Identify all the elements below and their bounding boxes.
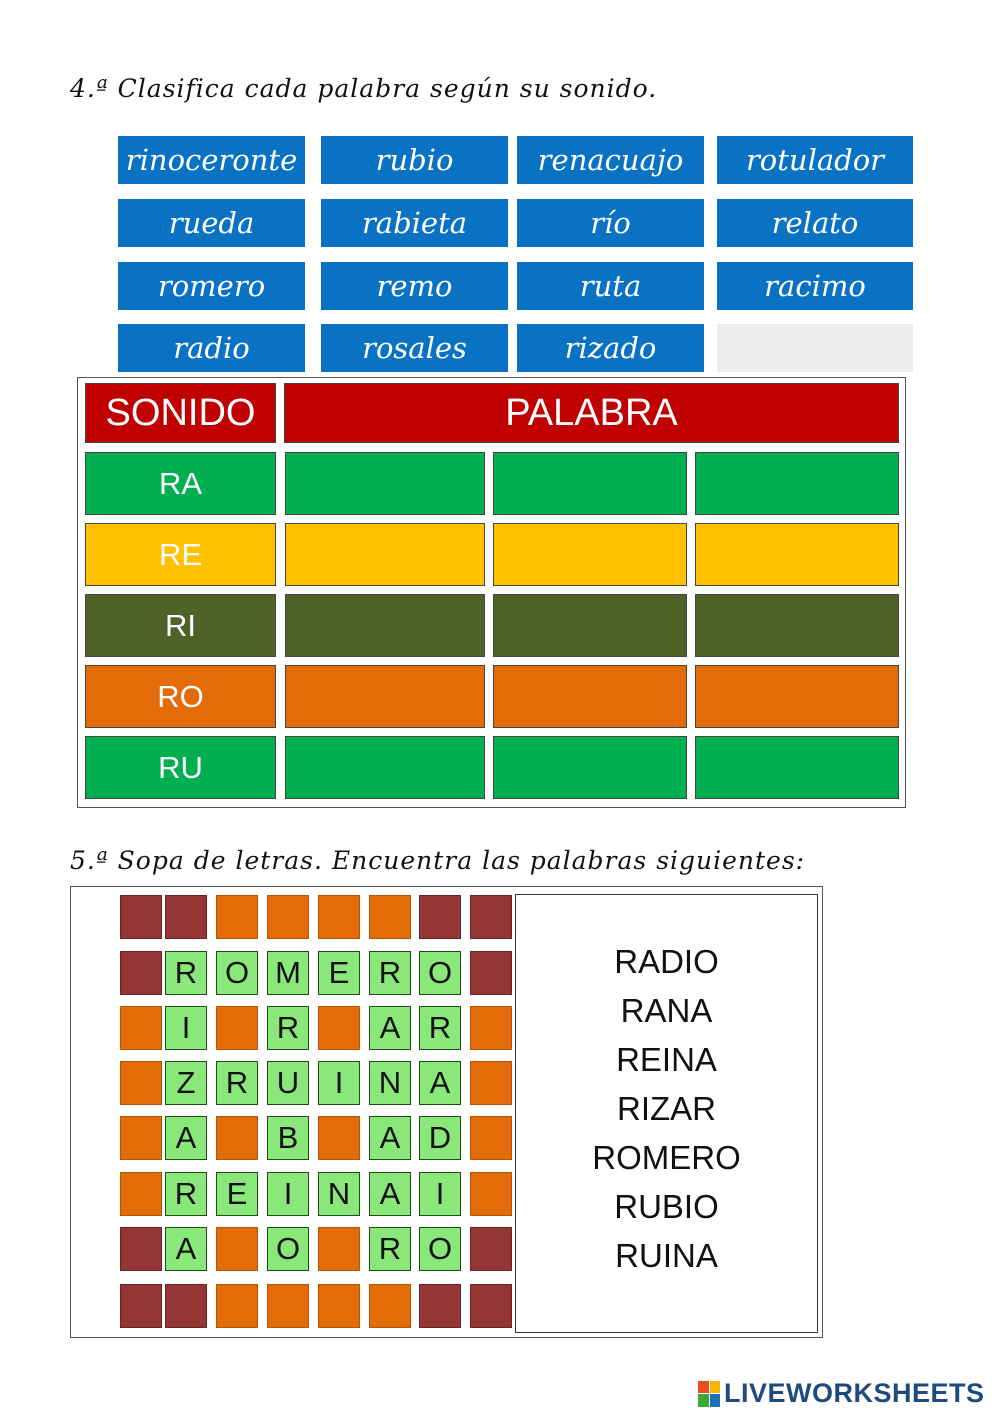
drop-cell[interactable] [493,594,687,657]
filler-square [216,895,258,939]
filler-square [318,1227,360,1271]
word-tile[interactable]: rosales [321,324,508,372]
filler-square [318,1116,360,1160]
header-word: PALABRA [284,383,899,443]
sound-cell: RO [85,665,276,728]
letter-cell[interactable]: B [267,1116,309,1160]
filler-square [470,1061,512,1105]
word-list-item: RADIO [614,943,719,980]
drop-cell[interactable] [285,452,485,515]
exercise-5-title: 5.ª Sopa de letras. Encuentra las palabras siguientes: [70,846,806,875]
word-tile[interactable]: río [517,199,704,247]
drop-cell[interactable] [493,452,687,515]
word-list-item: RIZAR [617,1090,716,1127]
filler-square [369,895,411,939]
drop-cell[interactable] [285,594,485,657]
letter-cell[interactable]: A [165,1227,207,1271]
letter-cell[interactable]: R [419,1006,461,1050]
word-tile[interactable]: ruta [517,262,704,310]
filler-square [470,1006,512,1050]
word-list-item: RANA [620,992,713,1029]
word-list-box [515,894,818,1333]
letter-cell[interactable]: R [369,1227,411,1271]
word-tile[interactable]: rueda [118,199,305,247]
letter-cell[interactable]: O [419,1227,461,1271]
word-tile[interactable]: rizado [517,324,704,372]
sound-cell: RI [85,594,276,657]
letter-cell[interactable]: R [267,1006,309,1050]
filler-square [470,1116,512,1160]
letter-cell[interactable]: O [267,1227,309,1271]
drop-cell[interactable] [695,452,899,515]
border-square [470,951,512,995]
letter-cell[interactable]: A [369,1172,411,1216]
letter-cell[interactable]: I [165,1006,207,1050]
letter-cell[interactable]: M [267,951,309,995]
border-square [470,1284,512,1328]
word-tile[interactable]: renacuajo [517,136,704,184]
letter-cell[interactable]: R [165,951,207,995]
sound-cell: RA [85,452,276,515]
word-tile[interactable]: rotulador [717,136,913,184]
filler-square [216,1284,258,1328]
letter-cell[interactable]: A [419,1061,461,1105]
drop-cell[interactable] [695,736,899,799]
drop-cell[interactable] [493,736,687,799]
letter-cell[interactable]: I [419,1172,461,1216]
logo-text: LIVEWORKSHEETS [724,1378,985,1408]
border-square [120,895,162,939]
word-tile[interactable]: remo [321,262,508,310]
word-list-item: RUBIO [614,1188,719,1225]
letter-cell[interactable]: R [216,1061,258,1105]
filler-square [369,1284,411,1328]
letter-cell[interactable]: E [318,951,360,995]
word-tile[interactable]: relato [717,199,913,247]
letter-cell[interactable]: A [369,1116,411,1160]
letter-cell[interactable]: R [165,1172,207,1216]
filler-square [267,895,309,939]
filler-square [120,1061,162,1105]
letter-cell[interactable]: D [419,1116,461,1160]
filler-square [120,1116,162,1160]
word-tile[interactable]: rubio [321,136,508,184]
filler-square [216,1116,258,1160]
drop-cell[interactable] [493,523,687,586]
letter-cell[interactable]: I [267,1172,309,1216]
border-square [419,895,461,939]
filler-square [267,1284,309,1328]
liveworksheets-logo [698,1378,985,1409]
drop-cell[interactable] [695,523,899,586]
letter-cell[interactable]: U [267,1061,309,1105]
letter-cell[interactable]: N [318,1172,360,1216]
word-tile[interactable]: racimo [717,262,913,310]
letter-cell[interactable]: I [318,1061,360,1105]
letter-cell[interactable]: Z [165,1061,207,1105]
word-list-item: RUINA [615,1237,718,1274]
exercise-4-title: 4.ª Clasifica cada palabra según su sonido. [70,74,658,103]
letter-cell[interactable]: A [165,1116,207,1160]
border-square [120,951,162,995]
filler-square [470,1172,512,1216]
word-tile[interactable]: romero [118,262,305,310]
word-list-item: ROMERO [592,1139,741,1176]
word-tile[interactable]: rinoceronte [118,136,305,184]
border-square [165,1284,207,1328]
drop-cell[interactable] [285,665,485,728]
word-tile[interactable]: rabieta [321,199,508,247]
letter-cell[interactable]: N [369,1061,411,1105]
filler-square [318,1006,360,1050]
filler-square [216,1227,258,1271]
drop-cell[interactable] [285,736,485,799]
letter-cell[interactable]: E [216,1172,258,1216]
border-square [419,1284,461,1328]
drop-cell[interactable] [285,523,485,586]
filler-square [120,1172,162,1216]
drop-cell[interactable] [493,665,687,728]
drop-cell[interactable] [695,594,899,657]
border-square [470,1227,512,1271]
filler-square [318,1284,360,1328]
letter-cell[interactable]: O [216,951,258,995]
sound-cell: RE [85,523,276,586]
letter-cell[interactable]: R [369,951,411,995]
letter-cell[interactable]: A [369,1006,411,1050]
border-square [470,895,512,939]
empty-tile [717,324,913,372]
drop-cell[interactable] [695,665,899,728]
logo-icon [698,1381,720,1407]
sound-cell: RU [85,736,276,799]
border-square [165,895,207,939]
border-square [120,1284,162,1328]
filler-square [216,1006,258,1050]
header-sound: SONIDO [85,383,276,443]
filler-square [318,895,360,939]
filler-square [120,1006,162,1050]
word-tile[interactable]: radio [118,324,305,372]
word-list-item: REINA [616,1041,717,1078]
border-square [120,1227,162,1271]
letter-cell[interactable]: O [419,951,461,995]
